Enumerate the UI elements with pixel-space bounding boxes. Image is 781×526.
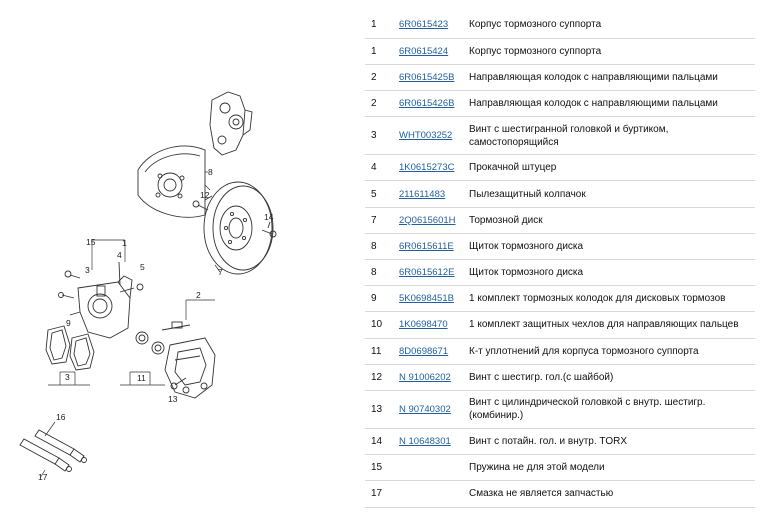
part-number-link[interactable]: 211611483 [399, 188, 446, 200]
callout-2: 2 [196, 290, 201, 300]
callout-9: 9 [66, 318, 71, 328]
position-cell: 5 [365, 181, 395, 207]
part-number-cell [395, 428, 461, 454]
brake-pads-drawing [46, 326, 94, 370]
part-number-cell [395, 455, 461, 481]
part-number-cell [395, 364, 461, 390]
position-cell: 8 [365, 233, 395, 259]
description-cell: Винт с шестигр. гол.(с шайбой) [461, 364, 755, 390]
callout-3a: 3 [85, 265, 90, 275]
table-row [365, 428, 755, 454]
table-row [365, 260, 755, 286]
callout-8: 8 [208, 167, 213, 177]
position-cell: 8 [365, 260, 395, 286]
description-cell: Пылезащитный колпачок [461, 181, 755, 207]
table-row [365, 233, 755, 259]
description-cell: Смазка не является запчастью [461, 481, 755, 507]
part-number-cell [395, 286, 461, 312]
position-cell: 13 [365, 390, 395, 428]
description-cell: Щиток тормозного диска [461, 260, 755, 286]
screw-14-drawing [262, 222, 276, 237]
table-row [365, 12, 755, 38]
callout-17: 17 [38, 472, 48, 482]
table-row [365, 481, 755, 507]
table-row [365, 312, 755, 338]
description-cell: Винт с цилиндрической головкой с внутр. шестигр. (комбинир.) [461, 390, 755, 428]
position-cell: 10 [365, 312, 395, 338]
table-row [365, 117, 755, 155]
table-row [365, 207, 755, 233]
table-row [365, 181, 755, 207]
position-cell: 14 [365, 428, 395, 454]
part-number-cell [395, 312, 461, 338]
description-cell: Тормозной диск [461, 207, 755, 233]
callout-3b: 3 [65, 372, 70, 382]
position-cell: 1 [365, 12, 395, 38]
callout-12: 12 [200, 190, 210, 200]
part-number-cell [395, 390, 461, 428]
callout-13: 13 [168, 394, 178, 404]
part-number-link[interactable]: 6R0615426B [399, 98, 455, 110]
position-cell: 12 [365, 364, 395, 390]
position-cell: 4 [365, 155, 395, 181]
position-cell: 2 [365, 91, 395, 117]
part-number-link[interactable]: 2Q0615601H [399, 214, 456, 226]
part-number-cell [395, 233, 461, 259]
description-cell: Направляющая колодок с направляющими пальцами [461, 64, 755, 90]
description-cell: Корпус тормозного суппорта [461, 38, 755, 64]
part-number-cell [395, 12, 461, 38]
description-cell: Винт с шестигранной головкой и буртиком, самостопорящийся [461, 117, 755, 155]
description-cell: Корпус тормозного суппорта [461, 12, 755, 38]
position-cell: 7 [365, 207, 395, 233]
table-row [365, 91, 755, 117]
parts-table [365, 12, 755, 508]
part-number-cell [395, 155, 461, 181]
table-row [365, 155, 755, 181]
callout-5: 5 [140, 262, 145, 272]
callout-7: 7 [218, 267, 223, 277]
part-number-cell [395, 64, 461, 90]
position-cell: 11 [365, 338, 395, 364]
description-cell: Пружина не для этой модели [461, 455, 755, 481]
part-number-link[interactable]: 6R0615425B [399, 71, 455, 83]
part-number-link[interactable]: 8D0698671 [399, 345, 449, 357]
part-number-link[interactable]: N 90740302 [399, 403, 451, 415]
part-number-link[interactable]: 1K0615273C [399, 162, 455, 174]
table-row [365, 455, 755, 481]
table-row [365, 286, 755, 312]
position-cell: 2 [365, 64, 395, 90]
part-number-cell [395, 38, 461, 64]
description-cell: Винт с потайн. гол. и внутр. TORX [461, 428, 755, 454]
part-number-cell [395, 260, 461, 286]
position-cell: 17 [365, 481, 395, 507]
table-row [365, 38, 755, 64]
part-number-cell [395, 91, 461, 117]
description-cell: Щиток тормозного диска [461, 233, 755, 259]
description-cell: 1 комплект защитных чехлов для направляющих пальцев [461, 312, 755, 338]
exploded-brake-diagram [0, 0, 360, 526]
hub-carrier-drawing [210, 92, 252, 155]
position-cell: 1 [365, 38, 395, 64]
position-cell: 9 [365, 286, 395, 312]
part-number-cell [395, 207, 461, 233]
table-row [365, 390, 755, 428]
callout-4: 4 [117, 250, 122, 260]
description-cell: К-т уплотнений для корпуса тормозного суппорта [461, 338, 755, 364]
callout-15: 15 [86, 237, 96, 247]
part-number-link[interactable]: WHT003252 [399, 130, 453, 142]
table-row [365, 64, 755, 90]
description-cell: 1 комплект тормозных колодок для дисковых тормозов [461, 286, 755, 312]
part-number-link[interactable]: 6R0615423 [399, 19, 449, 31]
part-number-link[interactable]: 1K0698470 [399, 319, 448, 331]
caliper-housing-drawing [70, 276, 132, 338]
callout-14: 14 [264, 212, 274, 222]
part-number-link[interactable]: 6R0615612E [399, 267, 455, 279]
brake-disc-drawing [204, 182, 273, 274]
description-cell: Прокачной штуцер [461, 155, 755, 181]
callout-1: 1 [122, 238, 127, 248]
part-number-cell [395, 117, 461, 155]
part-number-link[interactable]: 5K0698451B [399, 293, 454, 305]
part-number-cell [395, 481, 461, 507]
position-cell: 15 [365, 455, 395, 481]
part-number-cell [395, 181, 461, 207]
position-cell: 3 [365, 117, 395, 155]
callout-11: 11 [137, 373, 146, 383]
callout-16: 16 [56, 412, 66, 422]
table-row [365, 338, 755, 364]
part-number-link[interactable]: 6R0615424 [399, 45, 449, 57]
part-number-link[interactable]: 6R0615611E [399, 240, 454, 252]
part-number-link[interactable]: N 10648301 [399, 436, 451, 448]
part-number-link[interactable]: N 91006202 [399, 371, 451, 383]
part-number-cell [395, 338, 461, 364]
description-cell: Направляющая колодок с направляющими пальцами [461, 91, 755, 117]
table-row [365, 364, 755, 390]
